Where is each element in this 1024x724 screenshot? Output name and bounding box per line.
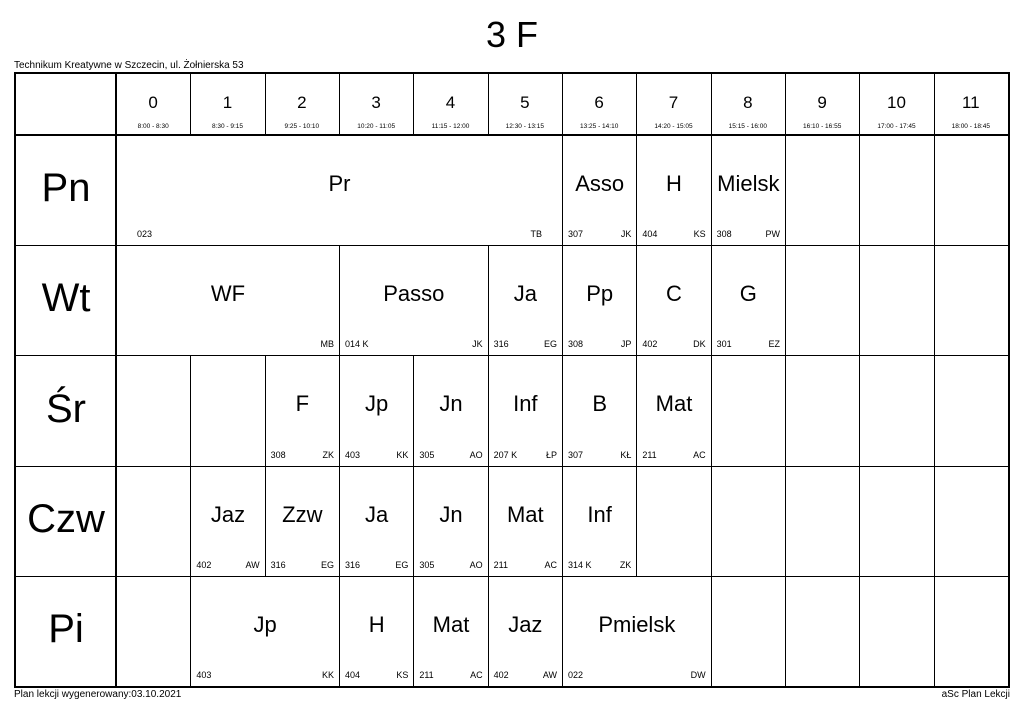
lesson-subject: Pp xyxy=(586,281,614,307)
lesson-room: 014 K xyxy=(345,339,369,350)
lesson-cell[interactable] xyxy=(562,245,637,356)
lesson-cell[interactable] xyxy=(413,466,488,577)
lesson-room: 316 xyxy=(270,559,286,570)
lesson-room: 305 xyxy=(419,449,435,460)
period-number: 0 xyxy=(148,93,158,112)
lesson-room: 308 xyxy=(716,229,732,240)
lesson-teacher: KK xyxy=(321,669,334,680)
lesson-room: 211 xyxy=(419,669,434,680)
period-number: 5 xyxy=(520,93,530,112)
lesson-cell[interactable] xyxy=(413,576,488,687)
lesson-cell[interactable] xyxy=(562,355,637,466)
period-time: 17:00 - 17:45 xyxy=(877,123,916,130)
lesson-cell[interactable] xyxy=(265,355,340,466)
lesson-subject: Jn xyxy=(439,391,463,417)
period-time: 8:30 - 9:15 xyxy=(211,123,244,130)
lesson-teacher: KK xyxy=(396,449,409,460)
lesson-room: 211 xyxy=(493,559,509,570)
period-time: 13:25 - 14:10 xyxy=(580,123,619,130)
lesson-teacher: KS xyxy=(396,669,409,680)
period-number: 4 xyxy=(445,93,456,112)
lesson-teacher: AO xyxy=(469,559,483,570)
grid-line-vertical xyxy=(934,74,935,686)
lesson-cell[interactable] xyxy=(562,135,637,246)
lesson-subject: Jp xyxy=(365,391,389,417)
lesson-teacher: ŁP xyxy=(545,449,557,460)
period-time: 18:00 - 18:45 xyxy=(951,123,990,130)
period-time: 14:20 - 15:05 xyxy=(654,123,693,130)
lesson-subject: Inf xyxy=(587,501,612,527)
lesson-room: 402 xyxy=(642,339,658,350)
lesson-subject: H xyxy=(368,611,385,637)
lesson-teacher: JK xyxy=(472,339,483,350)
lesson-teacher: AC xyxy=(470,669,483,680)
lesson-room: 307 xyxy=(568,229,584,240)
app-name: aSc Plan Lekcji xyxy=(941,689,1010,700)
lesson-cell[interactable] xyxy=(116,245,340,356)
lesson-cell[interactable] xyxy=(488,576,563,687)
period-time: 9:25 - 10:10 xyxy=(284,123,320,130)
period-time: 12:30 - 13:15 xyxy=(505,123,544,130)
lesson-subject: Mat xyxy=(655,391,693,417)
lesson-room: 402 xyxy=(196,559,212,570)
lesson-subject: F xyxy=(295,391,310,417)
lesson-teacher: ZK xyxy=(322,449,334,460)
day-label: Pn xyxy=(41,166,91,211)
lesson-teacher: JP xyxy=(620,339,632,350)
lesson-room: 023 xyxy=(137,229,153,240)
lesson-teacher: AO xyxy=(469,449,483,460)
lesson-cell[interactable] xyxy=(339,355,414,466)
lesson-subject: Ja xyxy=(365,501,389,527)
lesson-room: 316 xyxy=(493,339,509,350)
lesson-teacher: DW xyxy=(690,669,706,680)
period-time: 16:10 - 16:55 xyxy=(803,123,842,130)
lesson-teacher: EG xyxy=(395,559,409,570)
period-number: 11 xyxy=(961,93,980,112)
period-number: 2 xyxy=(297,93,307,112)
school-name: Technikum Kreatywne w Szczecin, ul. Żołnierska 53 xyxy=(14,60,244,71)
lesson-room: 403 xyxy=(345,449,361,460)
lesson-teacher: DK xyxy=(693,339,706,350)
lesson-subject: G xyxy=(739,281,757,307)
period-number: 9 xyxy=(817,93,827,112)
lesson-teacher: JK xyxy=(620,229,632,240)
lesson-room: 403 xyxy=(196,669,212,680)
lesson-room: 308 xyxy=(568,339,584,350)
lesson-teacher: PW xyxy=(765,229,780,240)
lesson-teacher: AW xyxy=(542,669,557,680)
day-label: Wt xyxy=(41,276,91,321)
lesson-cell[interactable] xyxy=(488,466,563,577)
period-time: 8:00 - 8:30 xyxy=(137,123,169,130)
lesson-cell[interactable] xyxy=(636,135,711,246)
lesson-subject: Mat xyxy=(506,501,544,527)
timetable-grid xyxy=(14,72,1010,688)
period-time: 11:15 - 12:00 xyxy=(431,123,470,130)
lesson-room: 314 K xyxy=(568,559,592,570)
lesson-subject: WF xyxy=(210,281,246,307)
lesson-teacher: KS xyxy=(693,229,706,240)
lesson-subject: Jaz xyxy=(508,611,543,637)
lesson-room: 305 xyxy=(419,559,435,570)
lesson-room: 404 xyxy=(642,229,658,240)
lesson-subject: H xyxy=(666,171,682,197)
lesson-cell[interactable] xyxy=(488,245,563,356)
lesson-teacher: AC xyxy=(544,559,557,570)
day-label: Pi xyxy=(48,606,84,651)
lesson-cell[interactable] xyxy=(711,135,786,246)
lesson-cell[interactable] xyxy=(636,245,711,356)
lesson-room: 404 xyxy=(345,669,361,680)
lesson-teacher: MB xyxy=(320,339,334,350)
period-number: 1 xyxy=(222,93,233,112)
lesson-teacher: EG xyxy=(543,339,557,350)
period-number: 6 xyxy=(594,93,604,112)
lesson-room: 301 xyxy=(716,339,732,350)
lesson-cell[interactable] xyxy=(711,245,786,356)
period-number: 8 xyxy=(743,93,753,112)
day-label: Czw xyxy=(27,496,105,541)
period-time: 10:20 - 11:05 xyxy=(357,123,396,130)
lesson-room: 211 xyxy=(642,449,657,460)
grid-line-vertical xyxy=(859,74,860,686)
lesson-subject: Jn xyxy=(439,501,463,527)
lesson-room: 022 xyxy=(568,669,584,680)
lesson-subject: Passo xyxy=(383,281,445,307)
lesson-cell[interactable] xyxy=(413,355,488,466)
lesson-room: 307 xyxy=(568,449,584,460)
lesson-room: 402 xyxy=(493,669,509,680)
lesson-subject: Mielsk xyxy=(717,171,780,197)
lesson-subject: Zzw xyxy=(282,501,323,527)
period-time: 15:15 - 16:00 xyxy=(728,123,767,130)
lesson-cell[interactable] xyxy=(339,245,489,356)
lesson-cell[interactable] xyxy=(488,355,563,466)
lesson-teacher: EZ xyxy=(768,339,780,350)
period-number: 7 xyxy=(668,93,679,112)
lesson-teacher: KŁ xyxy=(620,449,632,460)
lesson-subject: Asso xyxy=(575,171,625,197)
generated-date: Plan lekcji wygenerowany:03.10.2021 xyxy=(14,689,182,700)
lesson-subject: Jp xyxy=(253,611,277,637)
lesson-room: 207 K xyxy=(493,449,518,460)
lesson-teacher: AW xyxy=(245,559,260,570)
lesson-teacher: EG xyxy=(320,559,334,570)
lesson-subject: Mat xyxy=(432,611,470,637)
page-title: 3 F xyxy=(485,14,538,55)
period-number: 3 xyxy=(371,93,381,112)
lesson-cell[interactable] xyxy=(116,135,563,246)
lesson-room: 308 xyxy=(270,449,286,460)
lesson-cell[interactable] xyxy=(339,466,414,577)
lesson-teacher: TB xyxy=(530,229,542,240)
lesson-cell[interactable] xyxy=(562,576,712,687)
lesson-cell[interactable] xyxy=(265,466,340,577)
period-number: 10 xyxy=(887,93,906,112)
lesson-subject: Pr xyxy=(328,171,351,197)
lesson-subject: Jaz xyxy=(210,501,246,527)
lesson-cell[interactable] xyxy=(190,576,340,687)
lesson-cell[interactable] xyxy=(339,576,414,687)
lesson-teacher: AC xyxy=(693,449,706,460)
lesson-subject: B xyxy=(592,391,607,417)
lesson-cell[interactable] xyxy=(190,466,265,577)
lesson-room: 316 xyxy=(345,559,361,570)
lesson-teacher: ZK xyxy=(619,559,632,570)
lesson-subject: Pmielsk xyxy=(598,611,676,637)
lesson-subject: Ja xyxy=(513,281,537,307)
day-label: Śr xyxy=(46,386,86,431)
lesson-cell[interactable] xyxy=(636,355,711,466)
lesson-subject: Inf xyxy=(513,391,538,417)
lesson-subject: C xyxy=(666,281,682,307)
lesson-cell[interactable] xyxy=(562,466,637,577)
